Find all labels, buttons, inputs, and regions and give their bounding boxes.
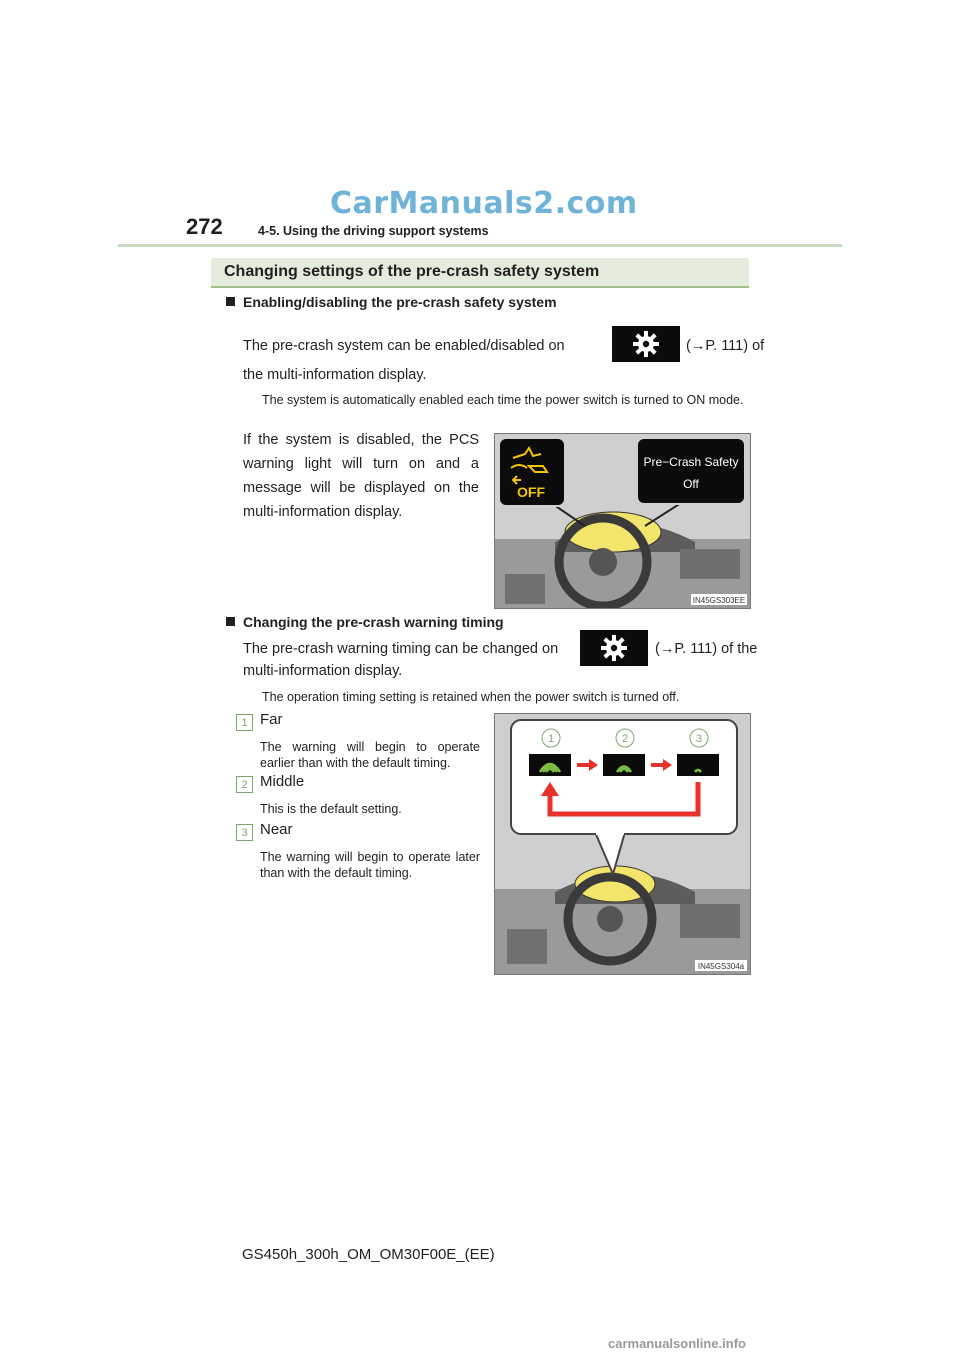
item-desc-middle: This is the default setting. <box>260 802 402 816</box>
callout-line2: Off <box>683 477 699 491</box>
header-rule <box>118 244 842 247</box>
watermark-logo: CarManuals2.com <box>330 186 638 221</box>
gear-icon <box>632 330 660 358</box>
warning-off-label: OFF <box>517 484 545 500</box>
bullet-square-icon <box>226 617 235 626</box>
enable-line1-ref: (→P. 111) of <box>686 338 765 354</box>
dashboard-illustration-off <box>494 433 751 609</box>
bullet-square-icon <box>226 297 235 306</box>
image-code: IN45GS304a <box>697 962 745 971</box>
settings-icon-box <box>580 630 648 666</box>
band-title: Changing settings of the pre-crash safety system <box>224 263 600 280</box>
section-title: 4-5. Using the driving support systems <box>258 224 489 238</box>
enable-note: The system is automatically enabled each time the power switch is turned to ON mode. <box>262 393 744 407</box>
diagram-num-2: 2 <box>621 733 629 745</box>
image-code: IN45GS303EE <box>692 596 746 605</box>
subheading-timing: Changing the pre-crash warning timing <box>226 614 504 630</box>
item-desc-far: The warning will begin to operate earlier than with the default timing. <box>260 740 480 770</box>
item-number-1: 1 <box>236 714 253 731</box>
disabled-paragraph: If the system is disabled, the PCS warning light will turn on and a message will be displayed on the multi-information display. <box>243 432 479 520</box>
callout-line1: Pre−Crash Safety <box>643 455 739 469</box>
item-desc-near: The warning will begin to operate later than with the default timing. <box>260 850 480 880</box>
watermark-footer: carmanualsonline.info <box>608 1336 746 1351</box>
enable-line2-text: the multi-information display. <box>243 367 427 383</box>
diagram-num-3: 3 <box>695 733 703 745</box>
timing-note: The operation timing setting is retained when the power switch is turned off. <box>262 690 680 704</box>
page-number: 272 <box>186 214 223 239</box>
item-number-2: 2 <box>236 776 253 793</box>
item-number-3: 3 <box>236 824 253 841</box>
timing-drawing <box>495 714 750 974</box>
document-code: GS450h_300h_OM_OM30F00E_(EE) <box>242 1246 495 1263</box>
item-label-middle: Middle <box>260 773 305 790</box>
settings-icon-box <box>612 326 680 362</box>
diagram-num-1: 1 <box>547 733 555 745</box>
item-label-near: Near <box>260 821 293 838</box>
gear-icon <box>600 634 628 662</box>
item-label-far: Far <box>260 711 283 728</box>
enable-line1-text: The pre-crash system can be enabled/disabled on <box>243 338 565 354</box>
timing-line2-text: multi-information display. <box>243 663 403 679</box>
subheading-enable: Enabling/disabling the pre-crash safety system <box>226 294 557 310</box>
dashboard-drawing <box>495 434 750 608</box>
dashboard-illustration-timing <box>494 713 751 975</box>
timing-line1-ref: (→P. 111) of the <box>655 641 758 657</box>
timing-line1-text: The pre-crash warning timing can be changed on <box>243 641 559 657</box>
